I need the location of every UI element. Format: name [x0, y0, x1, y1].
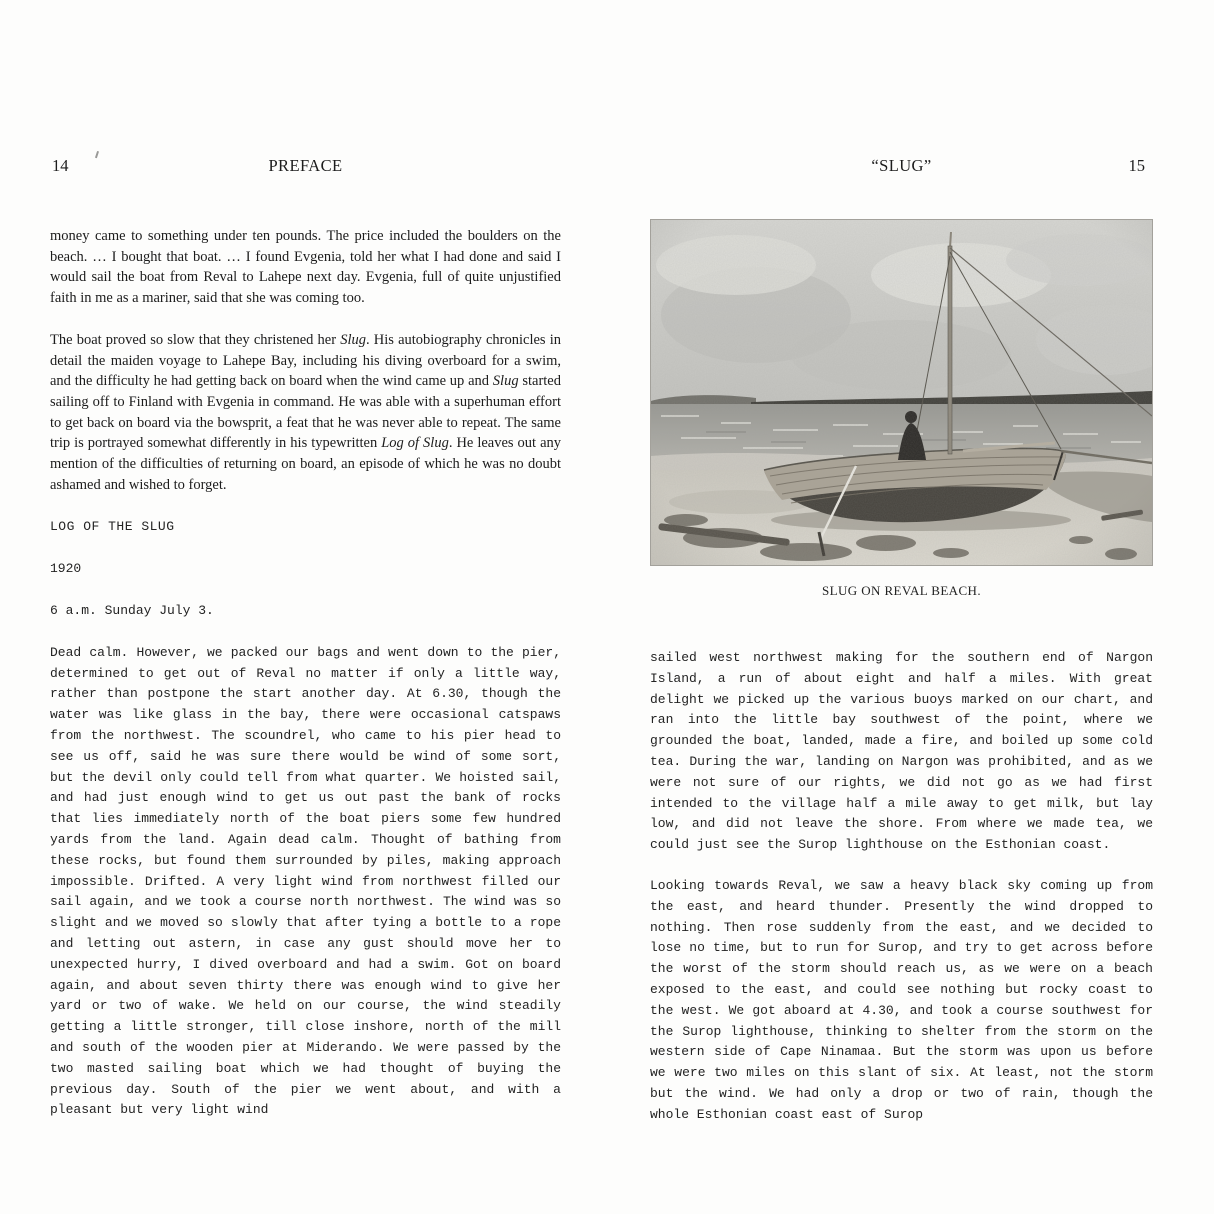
left-page-header	[50, 155, 561, 176]
page-number-left: 14	[52, 156, 69, 175]
right-page-header	[650, 155, 1153, 176]
running-head-slug: “SLUG”	[871, 156, 932, 175]
running-head-preface: PREFACE	[268, 156, 343, 175]
preface-paragraph-1: money came to something under ten pounds. The price included the boulders on the beach. … I bought that boat. … I found Evgenia, told her what I had done and said I would sail the boat from Reval to Lahepe next day. Evgenia, full of quite unjustified faith in me as a mariner, said that she was coming too.	[50, 228, 561, 307]
page-number-right: 15	[1128, 156, 1145, 175]
log-paragraph-nargon: sailed west northwest making for the southern end of Nargon Island, a run of about eight and half a miles. With great delight we picked up the various buoys marked on our chart, and ran into the little bay southwest of the point, where we grounded the boat, landed, made a fire, and boiled up some cold tea. During the war, landing on Nargon was prohibited, and as we were not sure of our rights, we did not go as we had first intended to the village half a mile away to get milk, but lay low, and did not leave the shore. From where we made tea, we could just see the Surop lighthouse on the Esthonian coast.	[650, 650, 1153, 853]
paragraph2-text: started sailing off to Finland with Evgenia in command. He was able with a superhuman effort to get back on board via the bowsprit, a feat that he was never able to repeat. The same trip is portrayed somewhat differently in his typewritten	[50, 373, 561, 452]
log-paragraph-storm: Looking towards Reval, we saw a heavy black sky coming up from the east, and heard thunder. Presently the wind dropped to nothing. Then rose suddenly from the east, and we decided to lose no time, but to run for Surop, and try to get across before the worst of the storm should reach us, as we were on a beach exposed to the east, and could see nothing but rocky coast to the west. We got aboard at 4.30, and took a course southwest for the Surop lighthouse, thinking to shelter from the storm on the western side of Cape Ninamaa. But the storm was upon us before we were two miles on this slant of six. At least, not the storm but the wind. We had only a drop or two of rain, though the whole Esthonian coast east of Surop	[650, 877, 1153, 1122]
slug-on-beach-photo	[650, 219, 1153, 566]
log-datetime: 6 a.m. Sunday July 3.	[50, 603, 214, 619]
boat-name-italic: Slug	[492, 373, 519, 390]
slug-photo-figure	[650, 219, 1153, 599]
log-entry-paragraph: Dead calm. However, we packed our bags and went down to the pier, determined to get out of Reval no matter if only a little way, rather than postpone the start another day. At 6.30, though the water was like glass in the bay, there were occasional catspaws from the northwest. The scoundrel, who came to his pier head to see us off, said he was sure there would be wind of some sort, but the devil only could tell from what quarter. We hoisted sail, and had just enough wind to get us out past the bank of rocks that lies immediately north of the boat piers some few hundred yards from the land. Again dead calm. Thought of bathing from these rocks, but found them surrounded by piles, making approach impossible. Drifted. A very light wind from northwest filled our sail again, and we took a course north northwest. The wind was so slight and we moved so slowly that after tying a bottle to a rope and letting out astern, in case any gust should move her to unexpected hurry, I dived overboard and had a swim. Got on board again, and about seven thirty there was enough wind to give her yard or two of wake. We held on our course, the wind steadily getting a little stronger, till close inshore, north of the mill and south of the wooden pier at Miderando. We were passed by the two masted sailing boat which we had thought of buying the previous day. South of the pier we went about, and with a pleasant but very light wind	[50, 644, 561, 1118]
boat-name-italic: Slug	[340, 331, 366, 348]
page-left	[50, 155, 561, 1121]
paragraph2-text: The boat proved so slow that they christened her	[50, 331, 341, 348]
paragraph2-text: . His autobiography chronicles in detail the maiden voyage to Lahepe Bay, including his diving overboard for a swim, and the difficulty he had getting back on board when the wind came up and	[50, 331, 561, 390]
page-right	[650, 155, 1153, 1126]
photo-caption: SLUG ON REVAL BEACH.	[822, 583, 981, 598]
paragraph2-text: . He leaves out any mention of the difficulties of returning on board, an episode of which he was no doubt ashamed and wished to forget.	[50, 435, 561, 493]
preface-paragraph-2	[50, 330, 561, 496]
log-year: 1920	[50, 561, 82, 577]
log-heading: LOG OF THE SLUG	[50, 519, 175, 535]
log-title-italic: Log of Slug	[381, 435, 449, 452]
